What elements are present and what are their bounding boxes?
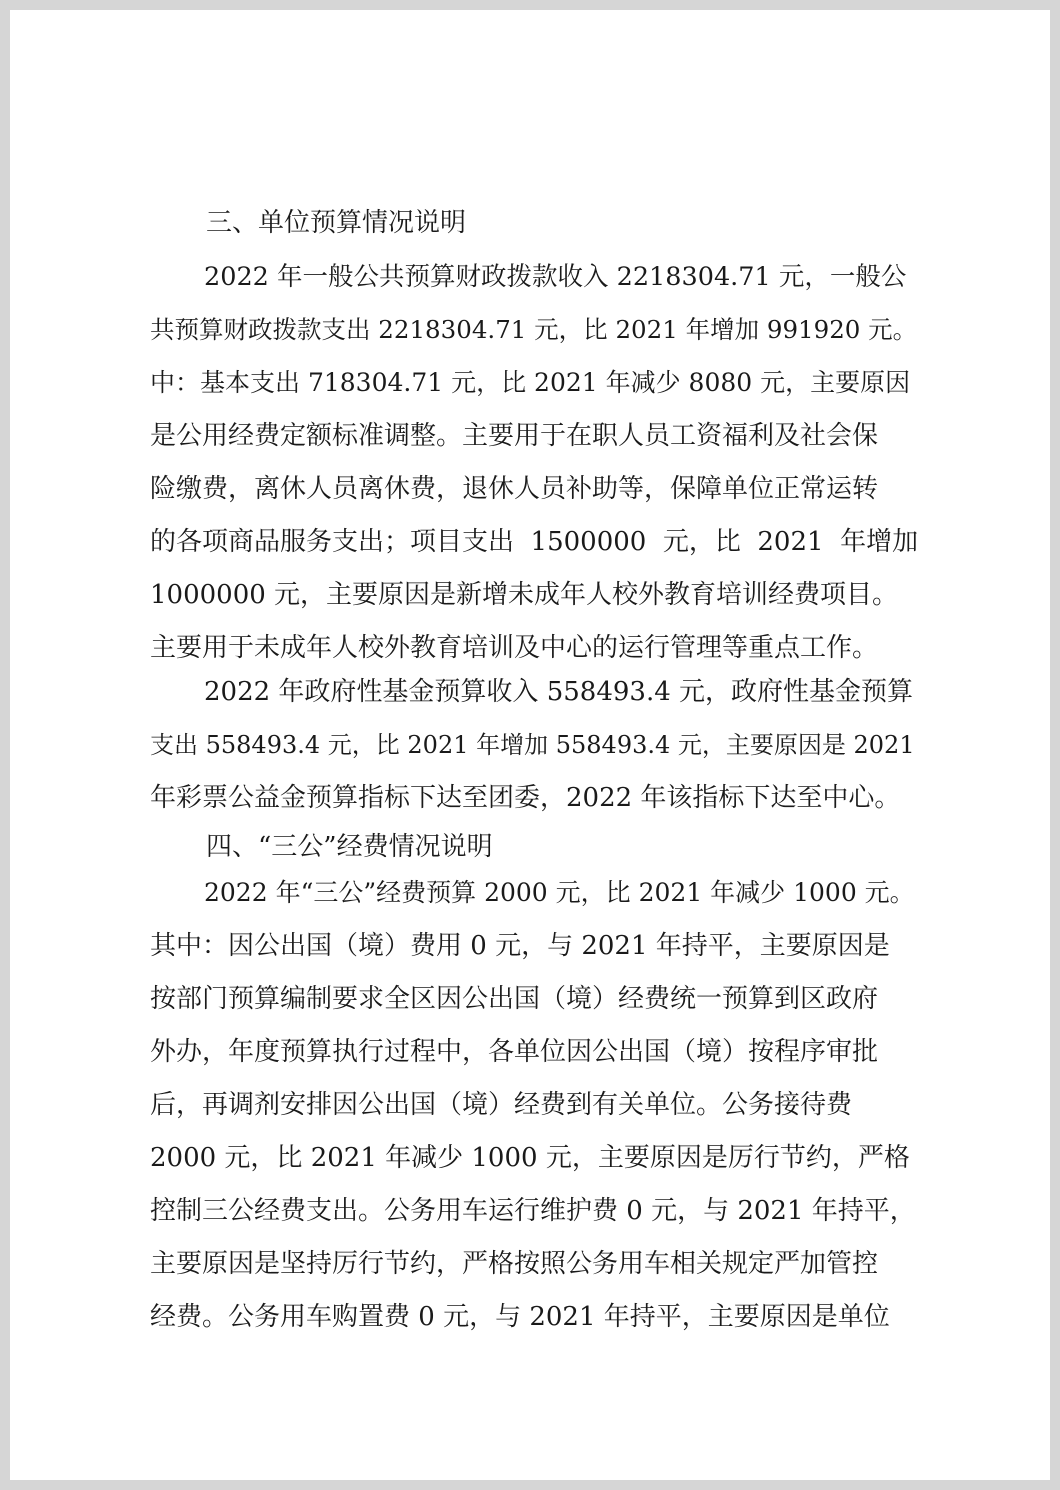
paragraph-line: 其中：因公出国（境）费用 0 元，与 2021 年持平，主要原因是 [150, 931, 890, 961]
paragraph-line: 中：基本支出 718304.71 元，比 2021 年减少 8080 元，主要原因 [150, 368, 911, 397]
paragraph-line: 1000000 元，主要原因是新增未成年人校外教育培训经费项目。 [150, 580, 899, 610]
paragraph-line: 险缴费，离休人员离休费，退休人员补助等，保障单位正常运转 [150, 474, 879, 504]
paragraph-line: 支出 558493.4 元，比 2021 年增加 558493.4 元，主要原因是 2021 [150, 731, 915, 759]
paragraph-line: 主要用于未成年人校外教育培训及中心的运行管理等重点工作。 [150, 633, 879, 663]
section-heading-unit-budget: 三、单位预算情况说明 [206, 208, 467, 238]
paragraph-line: 是公用经费定额标准调整。主要用于在职人员工资福利及社会保 [150, 421, 879, 451]
paragraph-line: 2022 年一般公共预算财政拨款收入 2218304.71 元，一般公 [204, 262, 907, 292]
paragraph-line: 按部门预算编制要求全区因公出国（境）经费统一预算到区政府 [150, 984, 879, 1014]
paragraph-line: 控制三公经费支出。公务用车运行维护费 0 元，与 2021 年持平， [150, 1196, 916, 1226]
paragraph-line: 经费。公务用车购置费 0 元，与 2021 年持平，主要原因是单位 [150, 1302, 890, 1332]
paragraph-line: 的各项商品服务支出；项目支出 1500000 元，比 2021 年增加 [150, 527, 919, 557]
section-heading-three-public-expenses: 四、“三公”经费情况说明 [206, 832, 493, 862]
paragraph-line: 后，再调剂安排因公出国（境）经费到有关单位。公务接待费 [150, 1090, 853, 1120]
paragraph-line: 2000 元，比 2021 年减少 1000 元，主要原因是厉行节约，严格 [150, 1143, 910, 1173]
paragraph-line: 外办，年度预算执行过程中，各单位因公出国（境）按程序审批 [150, 1037, 879, 1067]
paragraph-line: 主要原因是坚持厉行节约，严格按照公务用车相关规定严加管控 [150, 1249, 879, 1279]
paragraph-line: 共预算财政拨款支出 2218304.71 元，比 2021 年增加 991920 元。 [150, 315, 918, 344]
paragraph-line: 2022 年政府性基金预算收入 558493.4 元，政府性基金预算 [204, 677, 914, 707]
paragraph-line: 2022 年“三公”经费预算 2000 元，比 2021 年减少 1000 元。 [204, 878, 915, 907]
paragraph-line: 年彩票公益金预算指标下达至团委，2022 年该指标下达至中心。 [150, 783, 901, 813]
